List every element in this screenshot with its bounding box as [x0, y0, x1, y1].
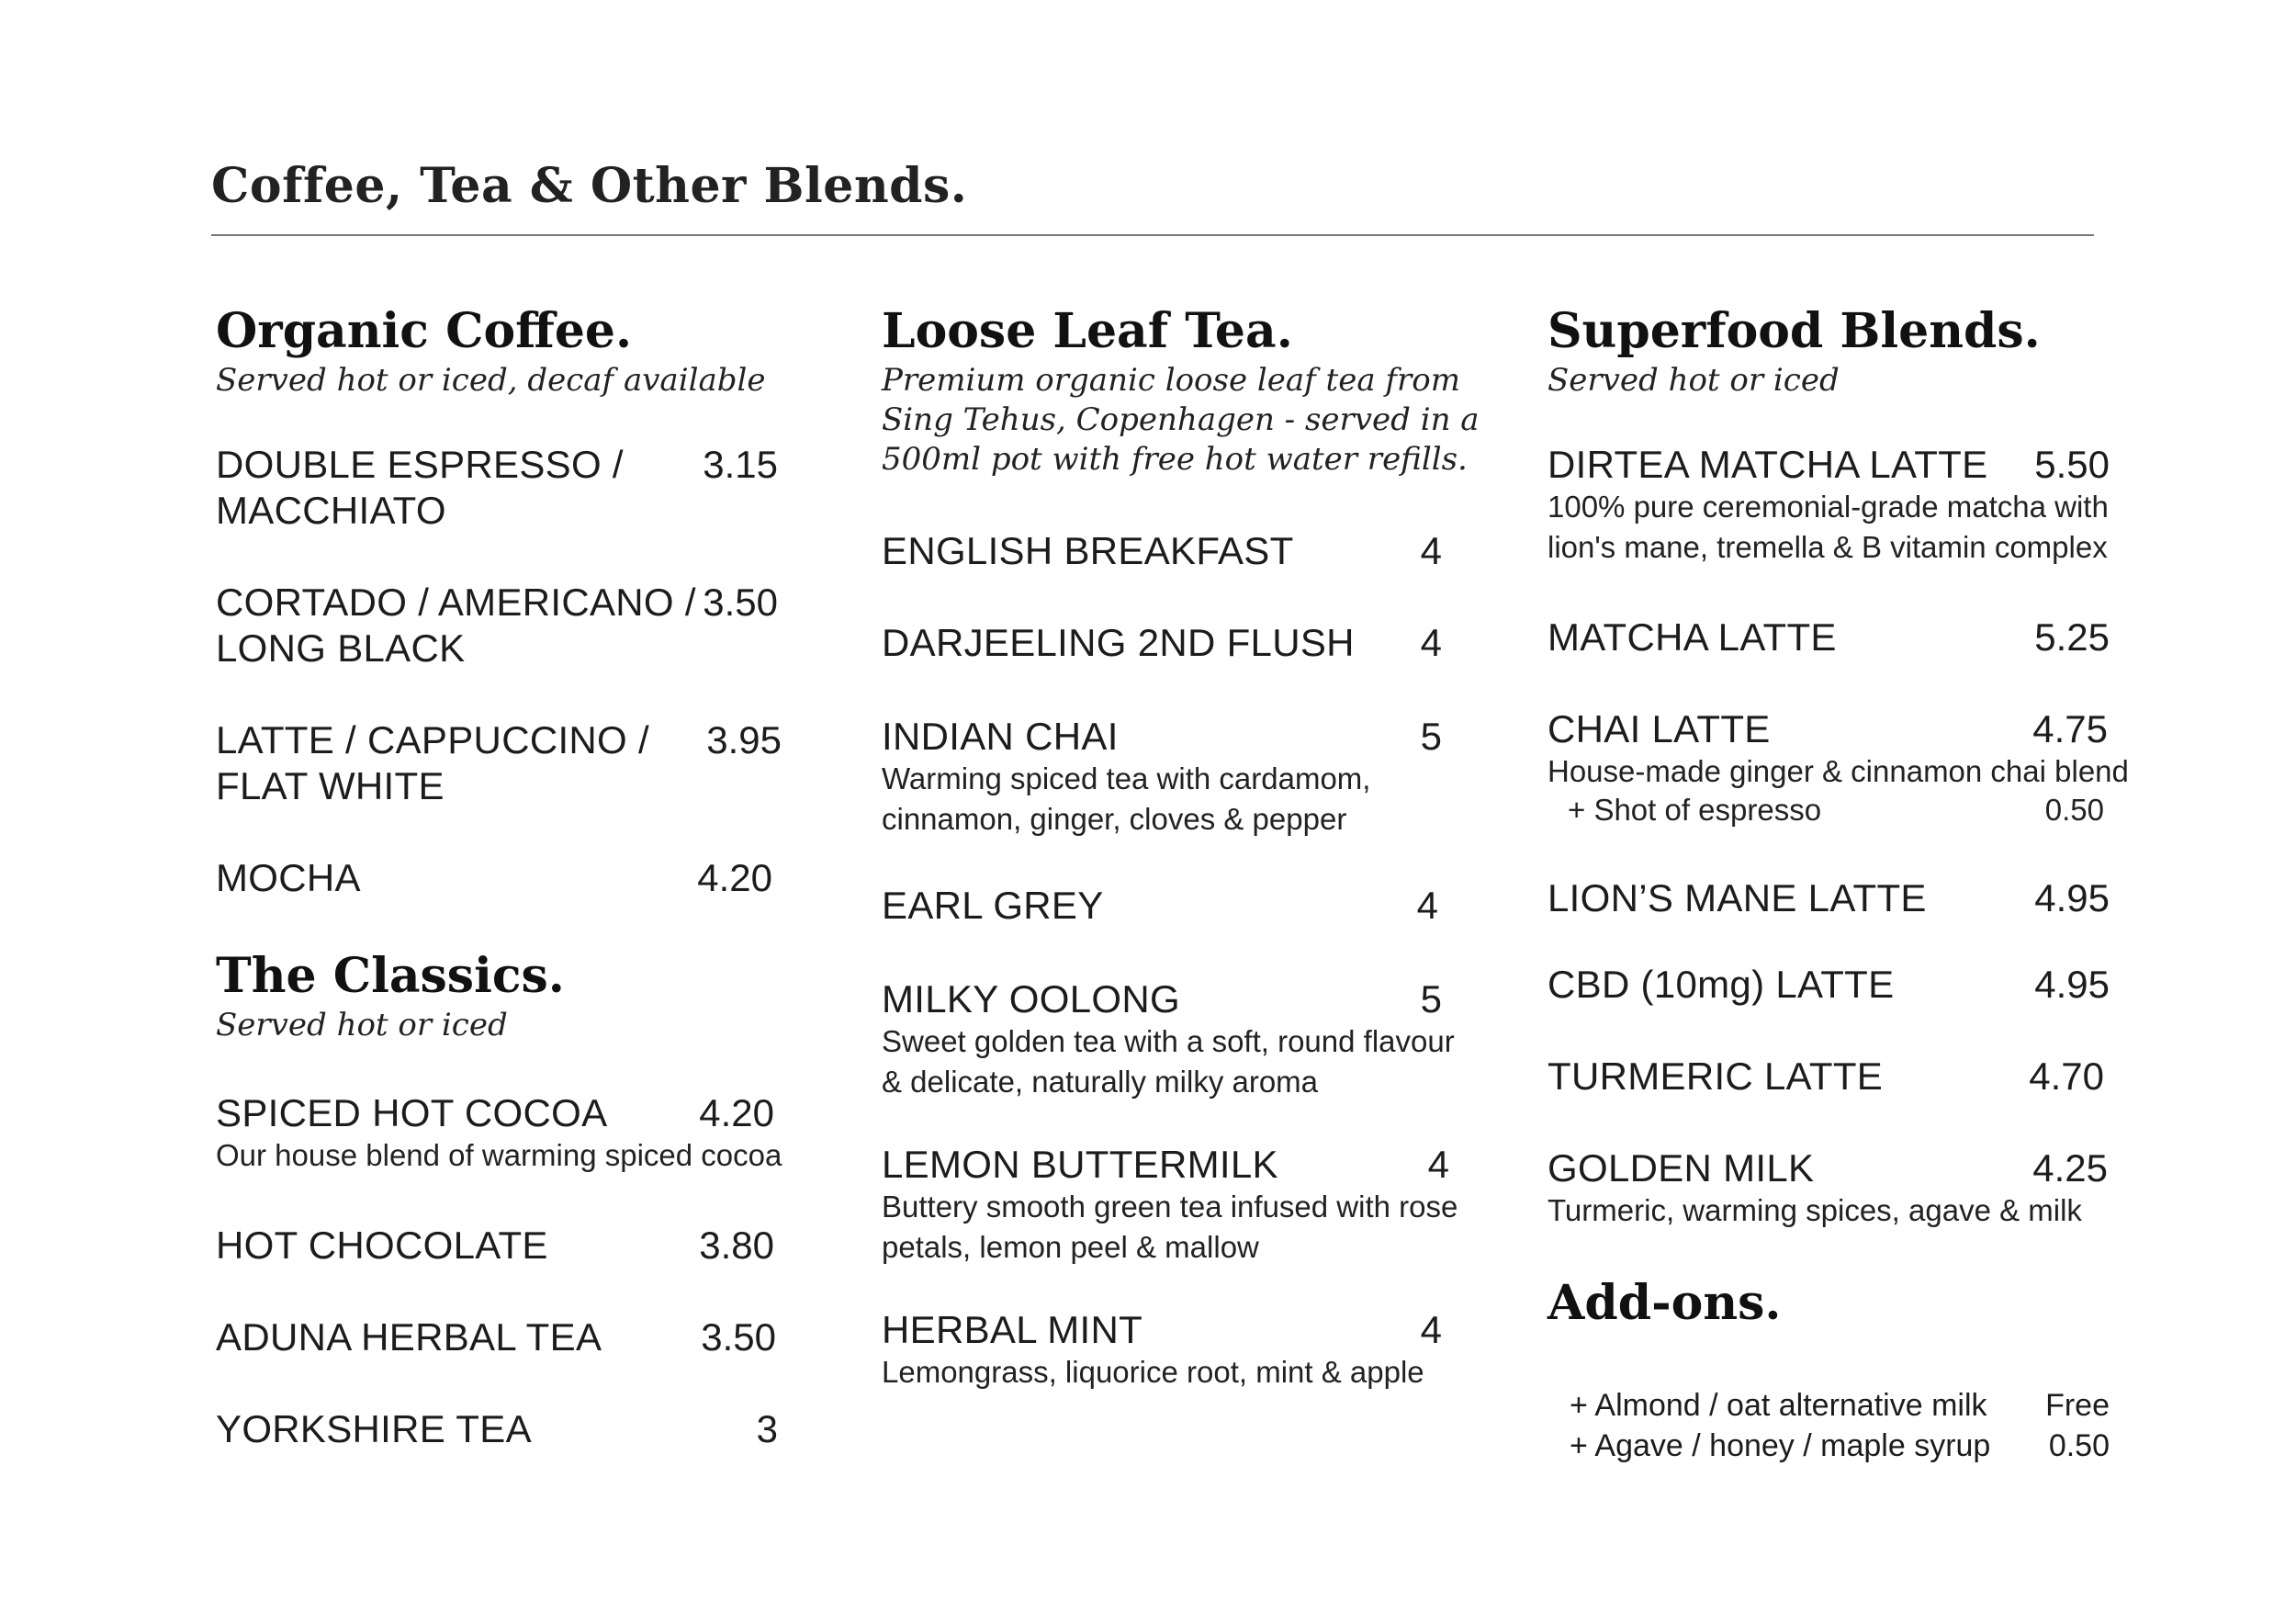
- menu-item-description: lion's mane, tremella & B vitamin complex: [1548, 530, 2108, 564]
- menu-item-price: 4.70: [2029, 1054, 2104, 1098]
- section-subtitle-loose-leaf-tea: Premium organic loose leaf tea from: [882, 362, 1460, 399]
- menu-item-price: 4.20: [699, 1091, 774, 1134]
- menu-item-price: 5: [1420, 977, 1442, 1021]
- menu-item-price: 5.50: [2034, 443, 2110, 486]
- addon-row: [1570, 1426, 2110, 1466]
- column-coffee-classics: [216, 303, 782, 1552]
- menu-item-name: CORTADO / AMERICANO /: [216, 581, 696, 624]
- menu-item-name-cont: MACCHIATO: [216, 489, 446, 532]
- menu-item-name-cont: FLAT WHITE: [216, 764, 445, 807]
- menu-item-price: 4: [1427, 1143, 1449, 1186]
- menu-item-price: 5.25: [2034, 615, 2110, 659]
- menu-item-price: 3: [756, 1407, 778, 1450]
- addon-price: Free: [2045, 1388, 2110, 1423]
- menu-item-name: GOLDEN MILK: [1548, 1146, 1815, 1190]
- menu-item-description: Warming spiced tea with cardamom,: [882, 761, 1371, 795]
- addon-price: 0.50: [2048, 1428, 2110, 1463]
- menu-item-price: 4: [1420, 1308, 1442, 1351]
- addon-label: + Almond / oat alternative milk: [1570, 1388, 1987, 1423]
- menu-item-description: Lemongrass, liquorice root, mint & apple: [882, 1355, 1424, 1389]
- section-title-classics: The Classics.: [216, 948, 565, 1004]
- menu-item-price: 3.80: [699, 1224, 774, 1267]
- column-superfood-addons: [1548, 303, 2129, 1552]
- addon-label: + Agave / honey / maple syrup: [1570, 1428, 1991, 1463]
- menu-item-description: Sweet golden tea with a soft, round flavour: [882, 1024, 1455, 1058]
- menu-item-description: Turmeric, warming spices, agave & milk: [1548, 1193, 2082, 1227]
- menu-item-name: ADUNA HERBAL TEA: [216, 1315, 602, 1359]
- section-subtitle-superfood: Served hot or iced: [1548, 362, 1840, 399]
- section-title-superfood: Superfood Blends.: [1548, 303, 2041, 359]
- menu-item-name: ENGLISH BREAKFAST: [882, 529, 1294, 572]
- section-subtitle-loose-leaf-tea: Sing Tehus, Copenhagen - served in a: [882, 401, 1480, 438]
- section-title-loose-leaf-tea: Loose Leaf Tea.: [882, 303, 1293, 359]
- menu-item-price: 4.95: [2034, 963, 2110, 1006]
- menu-item-price: 4: [1420, 621, 1442, 664]
- menu-item-name: LATTE / CAPPUCCINO /: [216, 718, 649, 761]
- menu-item-price: 4.75: [2032, 707, 2108, 750]
- menu-item-name-cont: LONG BLACK: [216, 626, 466, 670]
- menu-item-name: DOUBLE ESPRESSO /: [216, 443, 624, 486]
- menu-item-extra-label: + Shot of espresso: [1568, 793, 1822, 827]
- menu-item-description: House-made ginger & cinnamon chai blend: [1548, 754, 2129, 788]
- menu-item-description: & delicate, naturally milky aroma: [882, 1065, 1319, 1099]
- menu-item-price: 4: [1416, 884, 1438, 927]
- addon-row: [1570, 1385, 2110, 1426]
- menu-item-name: DIRTEA MATCHA LATTE: [1548, 443, 1988, 486]
- menu-item-name: DARJEELING 2ND FLUSH: [882, 621, 1355, 664]
- menu-item-name: HERBAL MINT: [882, 1308, 1143, 1351]
- menu-item-price: 4.95: [2034, 876, 2110, 919]
- menu-item-description: Our house blend of warming spiced cocoa: [216, 1138, 782, 1172]
- menu-item-name: MOCHA: [216, 856, 361, 899]
- menu-item-name: LION’S MANE LATTE: [1548, 876, 1927, 919]
- menu-item-name: YORKSHIRE TEA: [216, 1407, 532, 1450]
- menu-item-extra-price: 0.50: [2044, 793, 2104, 827]
- menu-item-price: 3.15: [703, 443, 778, 486]
- menu-item-price: 4.25: [2032, 1146, 2108, 1190]
- menu-item-name: INDIAN CHAI: [882, 715, 1119, 758]
- menu-item-name: TURMERIC LATTE: [1548, 1054, 1884, 1098]
- menu-item-name: SPICED HOT COCOA: [216, 1091, 608, 1134]
- menu-item-price: 3.50: [703, 581, 778, 624]
- menu-item-description: Buttery smooth green tea infused with rose: [882, 1190, 1458, 1224]
- section-title-addons: Add-ons.: [1548, 1275, 1782, 1331]
- title-divider: [211, 234, 2094, 236]
- menu-item-name: HOT CHOCOLATE: [216, 1224, 548, 1267]
- menu-item-description: petals, lemon peel & mallow: [882, 1230, 1259, 1264]
- menu-item-price: 4.20: [697, 856, 772, 899]
- section-subtitle-loose-leaf-tea: 500ml pot with free hot water refills.: [882, 441, 1468, 478]
- menu-item-name: MILKY OOLONG: [882, 977, 1180, 1021]
- menu-item-price: 3.50: [701, 1315, 776, 1359]
- column-loose-leaf-tea: [882, 303, 1480, 1552]
- menu-item-name: LEMON BUTTERMILK: [882, 1143, 1278, 1186]
- page-title: Coffee, Tea & Other Blends.: [211, 158, 968, 214]
- menu-item-name: MATCHA LATTE: [1548, 615, 1837, 659]
- menu-item-price: 3.95: [706, 718, 782, 761]
- section-title-organic-coffee: Organic Coffee.: [216, 303, 633, 359]
- section-subtitle-classics: Served hot or iced: [216, 1007, 508, 1043]
- menu-item-name: CHAI LATTE: [1548, 707, 1771, 750]
- menu-item-description: 100% pure ceremonial-grade matcha with: [1548, 490, 2109, 524]
- menu-item-description: cinnamon, ginger, cloves & pepper: [882, 802, 1347, 836]
- menu-item-name: CBD (10mg) LATTE: [1548, 963, 1895, 1006]
- menu-item-name: EARL GREY: [882, 884, 1104, 927]
- menu-item-price: 5: [1420, 715, 1442, 758]
- section-subtitle-organic-coffee: Served hot or iced, decaf available: [216, 362, 766, 399]
- menu-item-price: 4: [1420, 529, 1442, 572]
